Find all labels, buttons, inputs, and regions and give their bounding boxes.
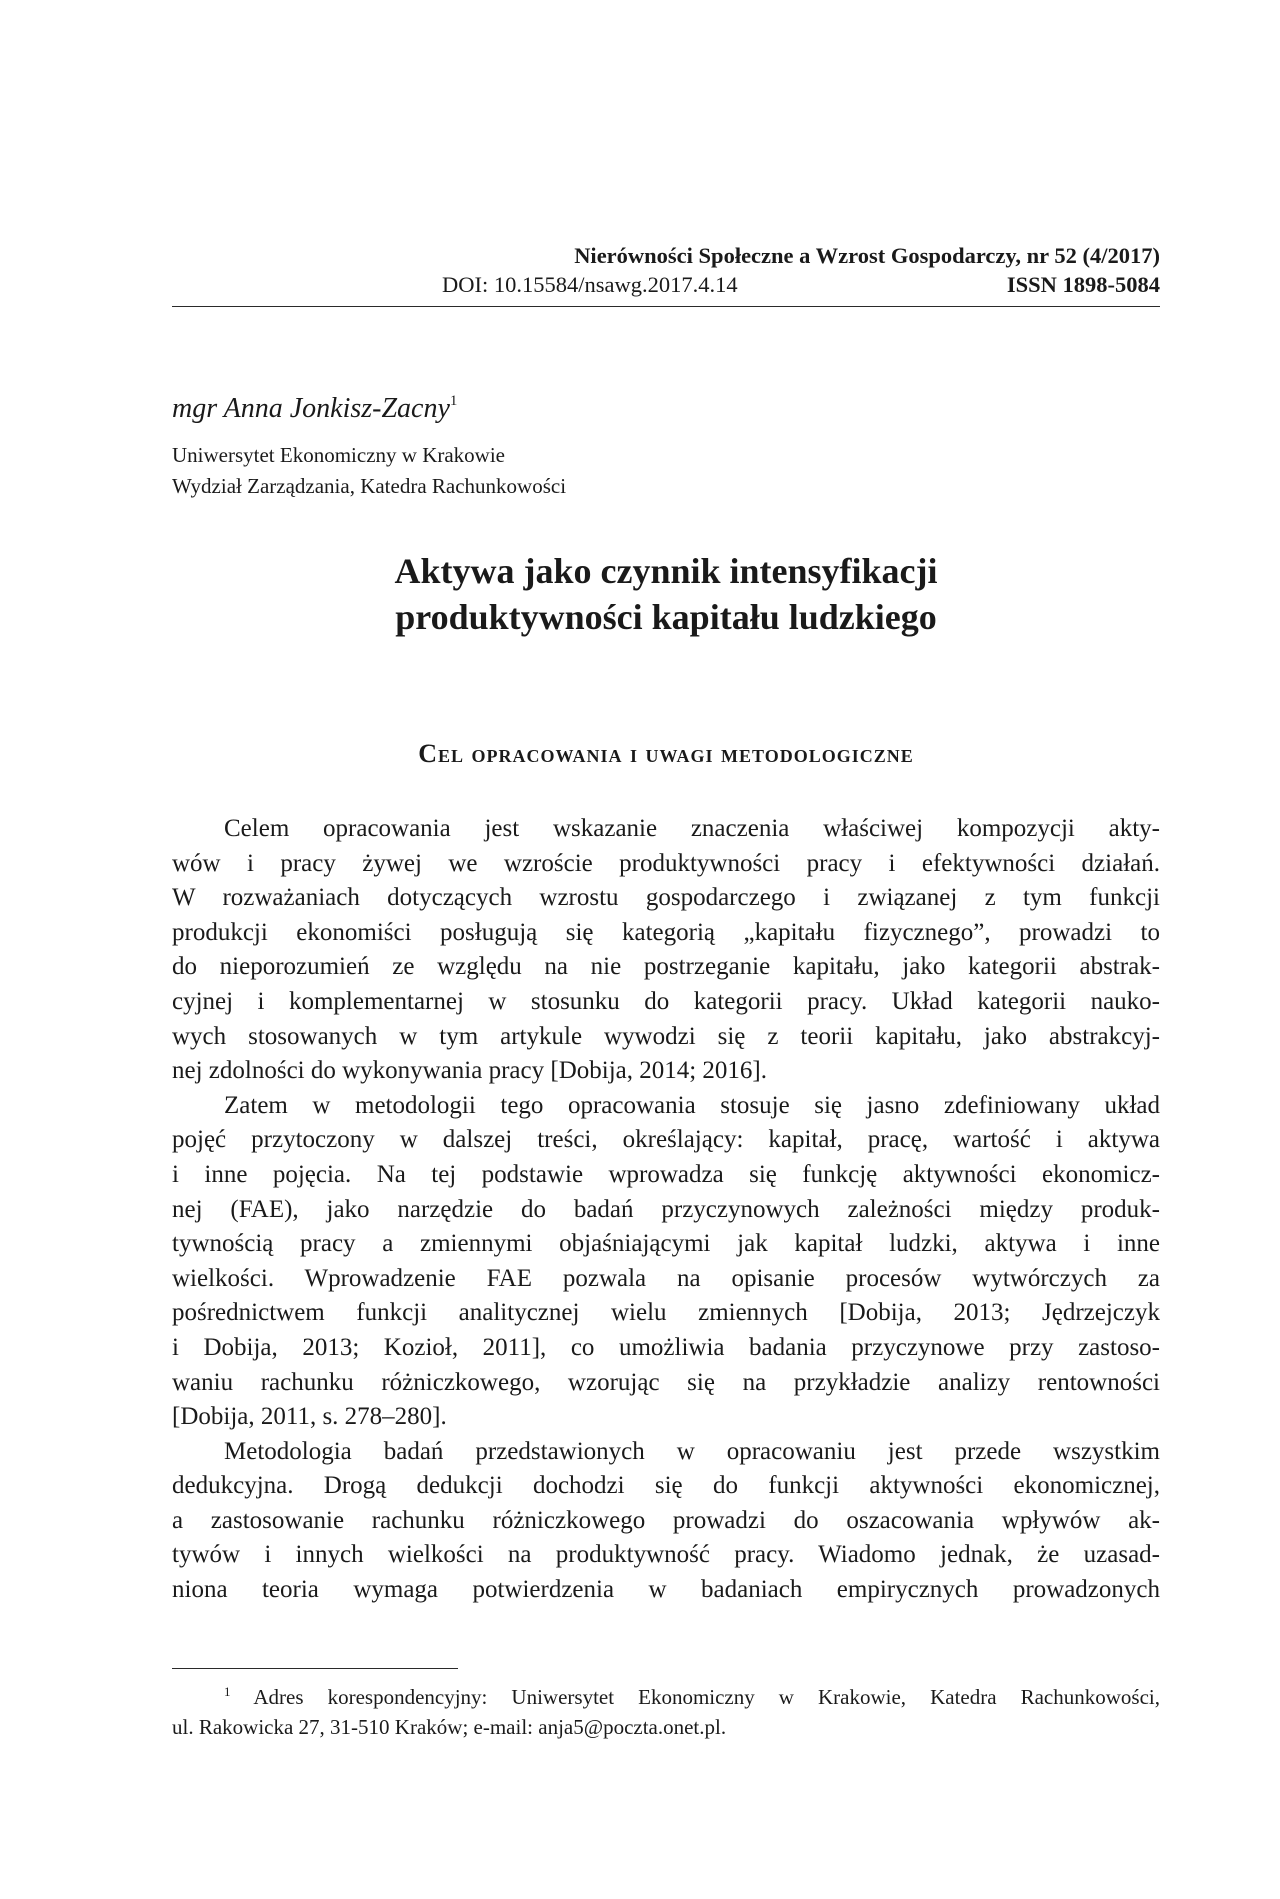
text-line: pojęć przytoczony w dalszej treści, określający: kapitał, pracę, wartość i aktywa — [172, 1126, 1160, 1154]
text-line: i inne pojęcia. Na tej podstawie wprowadza się funkcję aktywności ekonomicz- — [172, 1160, 1160, 1188]
footnote-mark: 1 — [224, 1684, 231, 1699]
affiliation-university: Uniwersytet Ekonomiczny w Krakowie — [172, 443, 505, 467]
journal-name: Nierówności Społeczne a Wzrost Gospodarczy, nr 52 (4/2017) — [574, 243, 1160, 268]
text-line: tywów i innych wielkości na produktywność pracy. Wiadomo jednak, że uzasad- — [172, 1541, 1160, 1569]
author-name — [172, 392, 457, 426]
text-line: Celem opracowania jest wskazanie znaczenia właściwej kompozycji akty- — [224, 815, 1160, 842]
issn: ISSN 1898-5084 — [1006, 272, 1160, 297]
journal-header — [172, 242, 1160, 300]
text-line: wych stosowanych w tym artykule wywodzi się z teorii kapitału, jako abstrakcyj- — [172, 1022, 1160, 1050]
footnote — [172, 1682, 1160, 1742]
text-line: Zatem w metodologii tego opracowania stosuje się jasno zdefiniowany układ — [224, 1091, 1160, 1119]
text-line: waniu rachunku różniczkowego, wzorując się na przykładzie analizy rentowności — [172, 1368, 1160, 1396]
text-line: tywnością pracy a zmiennymi objaśniającymi jak kapitał ludzki, aktywa i inne — [172, 1230, 1160, 1258]
text-line: cyjnej i komplementarnej w stosunku do kategorii pracy. Układ kategorii nauko- — [172, 987, 1160, 1015]
doi-issn-row — [172, 270, 1160, 300]
text-line: pośrednictwem funkcji analitycznej wielu zmiennych [Dobija, 2013; Jędrzejczyk — [172, 1299, 1160, 1327]
text-line: i Dobija, 2013; Kozioł, 2011], co umożliwia badania przyczynowe przy zastoso- — [172, 1333, 1160, 1361]
author-name-text: mgr Anna Jonkisz-Zacny — [172, 393, 450, 424]
paragraph — [172, 1089, 1160, 1435]
text-line: niona teoria wymaga potwierdzenia w badaniach empirycznych prowadzonych — [172, 1576, 1160, 1604]
text-line: wielkości. Wprowadzenie FAE pozwala na opisanie procesów wytwórczych za — [172, 1264, 1160, 1292]
text-line: do nieporozumień ze względu na nie postrzeganie kapitału, jako kategorii abstrak- — [172, 953, 1160, 981]
title-line-1: Aktywa jako czynnik intensyfikacji — [394, 551, 938, 591]
author-affiliation — [172, 440, 566, 502]
footnote-rule — [172, 1668, 458, 1669]
text-line: dedukcyjna. Drogą dedukcji dochodzi się do funkcji aktywności ekonomicznej, — [172, 1472, 1160, 1500]
section-heading: Cel opracowania i uwagi metodologiczne — [418, 739, 914, 768]
article-title — [172, 548, 1160, 640]
title-line-2: produktywności kapitału ludzkiego — [395, 597, 937, 637]
text-line: a zastosowanie rachunku różniczkowego prowadzi do oszacowania wpływów ak- — [172, 1506, 1160, 1534]
footnote-line-2: ul. Rakowicka 27, 31-510 Kraków; e-mail: anja5@poczta.onet.pl. — [172, 1715, 727, 1739]
text-line: W rozważaniach dotyczących wzrostu gospodarczego i związanej z tym funkcji — [172, 884, 1160, 912]
author-footnote-mark: 1 — [449, 393, 458, 409]
text-line: Metodologia badań przedstawionych w opracowaniu jest przede wszystkim — [224, 1437, 1160, 1465]
footnote-text-1: Adres korespondencyjny: Uniwersytet Ekonomiczny w Krakowie, Katedra Rachunkowości, — [253, 1685, 1160, 1709]
text-line: nej zdolności do wykonywania pracy [Dobija, 2014; 2016]. — [172, 1057, 768, 1085]
affiliation-department: Wydział Zarządzania, Katedra Rachunkowości — [172, 474, 567, 498]
footnote-line-1 — [172, 1682, 1160, 1712]
paragraph — [172, 812, 1160, 1089]
body-text — [172, 812, 1160, 1608]
paragraph — [172, 1435, 1160, 1608]
doi: DOI: 10.15584/nsawg.2017.4.14 — [442, 272, 738, 297]
text-line: [Dobija, 2011, s. 278–280]. — [172, 1403, 447, 1431]
text-line: nej (FAE), jako narzędzie do badań przyczynowych zależności między produk- — [172, 1195, 1160, 1223]
text-line: wów i pracy żywej we wzroście produktywności pracy i efektywności działań. — [172, 849, 1160, 877]
header-rule — [172, 306, 1160, 307]
text-line: produkcji ekonomiści posługują się kategorią „kapitału fizycznego”, prowadzi to — [172, 918, 1160, 946]
